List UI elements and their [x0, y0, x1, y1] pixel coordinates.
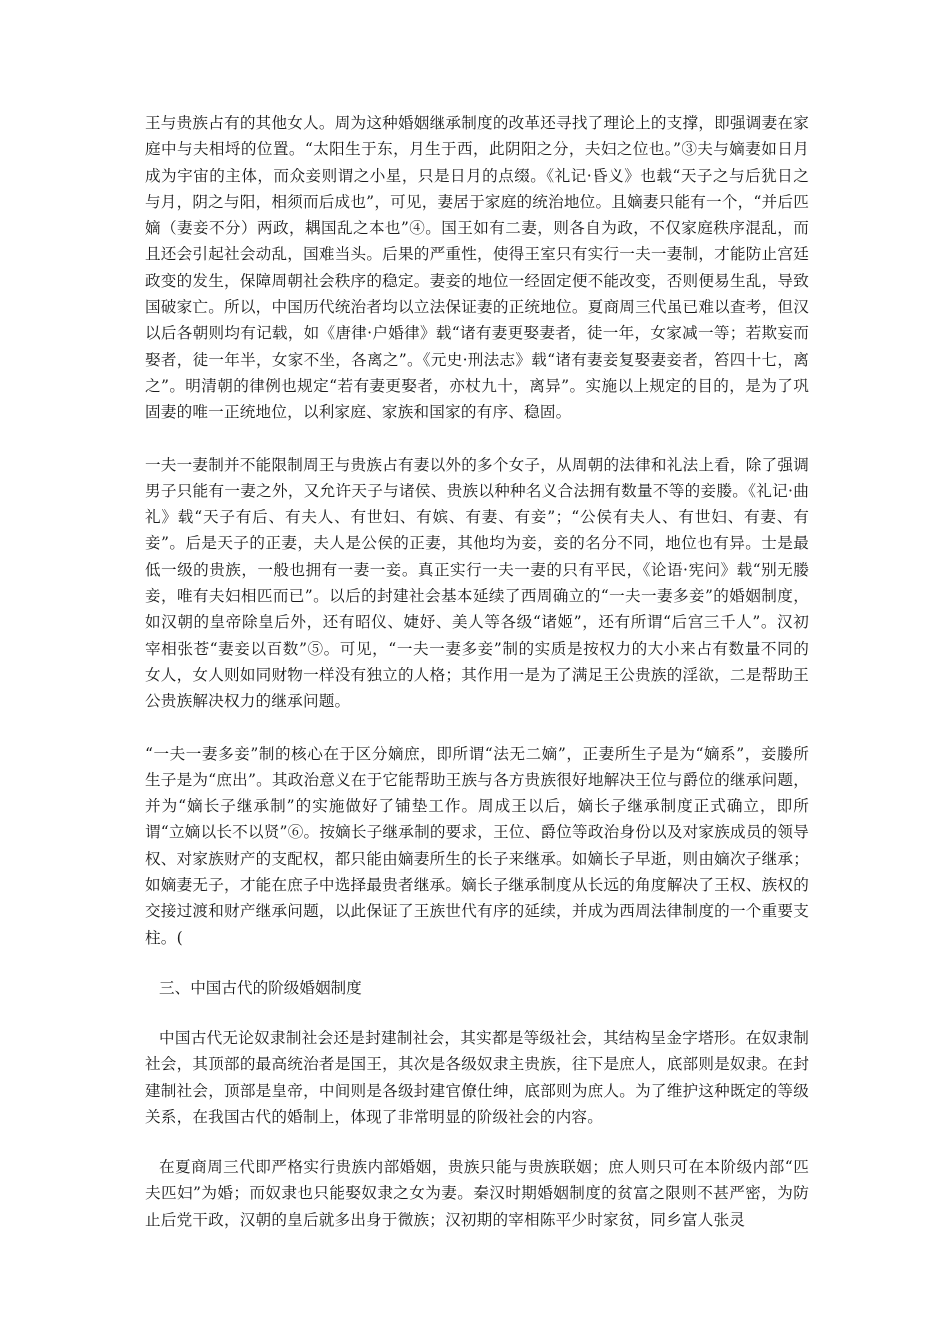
paragraph-gap [145, 715, 809, 741]
paragraph-primogeniture: “一夫一妻多妾”制的核心在于区分嫡庶，即所谓“法无二嫡”，正妻所生子是为“嫡系”，妾媵所生子是为“庶出”。其政治意义在于它能帮助王族与各方贵族很好地解决王位与爵位的继承问题，并为“嫡长子继承制”的实施做好了铺垫工作。周成王以后，嫡长子继承制度正式确立，即所谓“立嫡以长不以贤”⑥。按嫡长子继承制的要求，王位、爵位等政治身份以及对家族成员的领导权、对家族财产的支配权，都只能由嫡妻所生的长子来继承。如嫡长子早逝，则由嫡次子继承；如嫡妻无子，才能在庶子中选择最贵者继承。嫡长子继承制度从长远的角度解决了王权、族权的交接过渡和财产继承问题，以此保证了王族世代有序的延续，并成为西周法律制度的一个重要支柱。( [145, 744, 809, 947]
paragraph-class-society: 中国古代无论奴隶制社会还是封建制社会，其实都是等级社会，其结构呈金字塔形。在奴隶制社会，其顶部的最高统治者是国王，其次是各级奴隶主贵族，往下是庶人，底部则是奴隶。在封建制社会，顶部是皇帝，中间则是各级封建官僚仕绅，底部则为庶人。为了维护这种既定的等级关系，在我国古代的婚制上，体现了非常明显的阶级社会的内容。 [145, 1028, 809, 1126]
paragraph-gap [145, 951, 809, 975]
section-heading: 三、中国古代的阶级婚姻制度 [159, 978, 362, 997]
paragraph-class-marriage: 在夏商周三代即严格实行贵族内部婚姻，贵族只能与贵族联姻；庶人则只可在本阶级内部“匹夫匹妇”为婚；而奴隶也只能娶奴隶之女为妻。秦汉时期婚姻制度的贫富之限则不甚严密，为防止后党干政，汉朝的皇后就多出身于微族；汉初期的宰相陈平少时家贫，同乡富人张灵 [145, 1158, 809, 1229]
paragraph-gap [145, 1001, 809, 1025]
paragraph-gap [145, 1130, 809, 1154]
paragraph-zhou-marriage-theory: 王与贵族占有的其他女人。周为这种婚姻继承制度的改革还寻找了理论上的支撑，即强调妻在家庭中与夫相埒的位置。“太阳生于东，月生于西，此阴阳之分，夫妇之位也。”③夫与嫡妻如日月成为宇宙的主体，而众妾则谓之小星，只是日月的点缀。《礼记·昏义》也载“天子之与后犹日之与月，阴之与阳，相须而后成也”，可见，妻居于家庭的统治地位。且嫡妻只能有一个，“并后匹嫡（妻妾不分）两政，耦国乱之本也”④。国王如有二妻，则各自为政，不仅家庭秩序混乱，而且还会引起社会动乱，国难当头。后果的严重性，使得王室只有实行一夫一妻制，才能防止宫廷政变的发生，保障周朝社会秩序的稳定。妻妾的地位一经固定便不能改变，否则便易生乱，导致国破家亡。所以，中国历代统治者均以立法保证妻的正统地位。夏商周三代虽已难以查考，但汉以后各朝则均有记载，如《唐律·户婚律》载“诸有妻更娶妻者，徒一年，女家减一等；若欺妄而娶者，徒一年半，女家不坐，各离之”。《元史·刑法志》载“诸有妻妾复娶妻妾者，笞四十七，离之”。明清朝的律例也规定“若有妻更娶者，亦杖九十，离异”。实施以上规定的目的，是为了巩固妻的唯一正统地位，以利家庭、家族和国家的有序、稳固。 [145, 114, 809, 422]
document-page [145, 110, 809, 1233]
paragraph-gap [145, 426, 809, 452]
paragraph-one-wife-many-concubines: 一夫一妻制并不能限制周王与贵族占有妻以外的多个女子，从周朝的法律和礼法上看，除了强调男子只能有一妻之外，又允许天子与诸侯、贵族以种种名义合法拥有数量不等的妾媵。《礼记·曲礼》载“天子有后、有夫人、有世妇、有嫔、有妻、有妾”；“公侯有夫人、有世妇、有妻、有妾”。后是天子的正妻，夫人是公侯的正妻，其他均为妾，妾的名分不同，地位也有异。士是最低一级的贵族，一般也拥有一妻一妾。真正实行一夫一妻的只有平民，《论语·宪问》载“别无媵妾，唯有夫妇相匹而已”。以后的封建社会基本延续了西周确立的“一夫一妻多妾”的婚姻制度，如汉朝的皇帝除皇后外，还有昭仪、婕妤、美人等各级“诸姬”，还有所谓“后宫三千人”。汉初宰相张苍“妻妾以百数”⑤。可见，“一夫一妻多妾”制的实质是按权力的大小来占有数量不同的女人，女人则如同财物一样没有独立的人格；其作用一是为了满足王公贵族的淫欲，二是帮助王公贵族解决权力的继承问题。 [145, 455, 809, 711]
